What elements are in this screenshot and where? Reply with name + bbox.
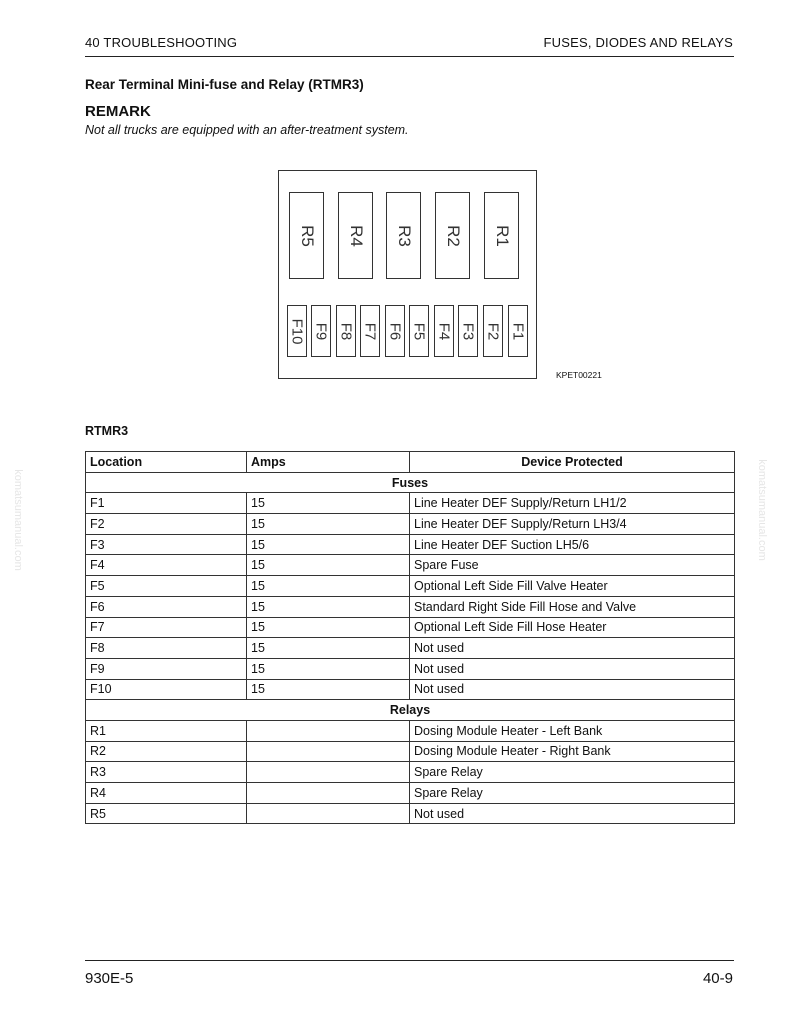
cell-device: Optional Left Side Fill Valve Heater bbox=[410, 576, 735, 597]
cell-location: F2 bbox=[86, 514, 247, 535]
cell-location: F9 bbox=[86, 658, 247, 679]
fuse-f9 bbox=[311, 305, 331, 357]
table-row bbox=[86, 741, 735, 762]
cell-device: Not used bbox=[410, 638, 735, 659]
table-row bbox=[86, 803, 735, 824]
table-row bbox=[86, 762, 735, 783]
relays-section-row bbox=[86, 700, 735, 721]
footer-model: 930E-5 bbox=[85, 970, 134, 987]
fuse-f8-label: F8 bbox=[337, 322, 355, 340]
cell-amps: 15 bbox=[247, 514, 410, 535]
cell-amps: 15 bbox=[247, 617, 410, 638]
relay-r3-label: R3 bbox=[394, 224, 414, 247]
footer-rule bbox=[85, 960, 734, 961]
cell-location: R5 bbox=[86, 803, 247, 824]
table-row bbox=[86, 679, 735, 700]
table-row bbox=[86, 638, 735, 659]
cell-device: Spare Fuse bbox=[410, 555, 735, 576]
header-amps: Amps bbox=[247, 452, 410, 473]
table-row bbox=[86, 493, 735, 514]
table-header-row bbox=[86, 452, 735, 473]
remark-text: Not all trucks are equipped with an after-treatment system. bbox=[85, 123, 409, 137]
rtmr3-diagram bbox=[278, 170, 537, 379]
cell-device: Not used bbox=[410, 658, 735, 679]
table-row bbox=[86, 514, 735, 535]
cell-amps bbox=[247, 741, 410, 762]
relay-r4-label: R4 bbox=[346, 224, 366, 247]
cell-amps: 15 bbox=[247, 555, 410, 576]
cell-device: Dosing Module Heater - Right Bank bbox=[410, 741, 735, 762]
watermark-right: komatsumanual.com bbox=[755, 459, 768, 561]
cell-device: Line Heater DEF Supply/Return LH3/4 bbox=[410, 514, 735, 535]
fuse-f2 bbox=[483, 305, 503, 357]
cell-location: F7 bbox=[86, 617, 247, 638]
cell-device: Line Heater DEF Suction LH5/6 bbox=[410, 534, 735, 555]
cell-amps bbox=[247, 762, 410, 783]
cell-amps: 15 bbox=[247, 679, 410, 700]
cell-amps bbox=[247, 783, 410, 804]
fuse-f3 bbox=[458, 305, 478, 357]
relay-r3 bbox=[386, 192, 421, 279]
cell-location: F8 bbox=[86, 638, 247, 659]
cell-device: Not used bbox=[410, 679, 735, 700]
cell-device: Optional Left Side Fill Hose Heater bbox=[410, 617, 735, 638]
cell-location: R4 bbox=[86, 783, 247, 804]
cell-location: F4 bbox=[86, 555, 247, 576]
cell-location: F1 bbox=[86, 493, 247, 514]
fuse-f7 bbox=[360, 305, 380, 357]
cell-location: F6 bbox=[86, 596, 247, 617]
relay-r5-label: R5 bbox=[297, 224, 317, 247]
table-row bbox=[86, 534, 735, 555]
fuse-f7-label: F7 bbox=[361, 322, 379, 340]
table-row bbox=[86, 596, 735, 617]
cell-device: Spare Relay bbox=[410, 783, 735, 804]
relay-r2-label: R2 bbox=[443, 224, 463, 247]
relays-section-row-label: Relays bbox=[86, 700, 735, 721]
relay-r1 bbox=[484, 192, 519, 279]
cell-location: R3 bbox=[86, 762, 247, 783]
table-row bbox=[86, 617, 735, 638]
table-row bbox=[86, 576, 735, 597]
cell-device: Not used bbox=[410, 803, 735, 824]
relay-r1-label: R1 bbox=[492, 224, 512, 247]
cell-amps: 15 bbox=[247, 576, 410, 597]
section-title: Rear Terminal Mini-fuse and Relay (RTMR3) bbox=[85, 77, 364, 92]
fuses-section-row-label: Fuses bbox=[86, 472, 735, 493]
figure-id: KPET00221 bbox=[556, 370, 602, 380]
cell-amps bbox=[247, 803, 410, 824]
fuse-f8 bbox=[336, 305, 356, 357]
cell-device: Line Heater DEF Supply/Return LH1/2 bbox=[410, 493, 735, 514]
header-chapter: 40 TROUBLESHOOTING bbox=[85, 35, 238, 50]
cell-amps: 15 bbox=[247, 596, 410, 617]
cell-location: F3 bbox=[86, 534, 247, 555]
relay-r4 bbox=[338, 192, 373, 279]
fuse-f1 bbox=[508, 305, 528, 357]
relay-r2 bbox=[435, 192, 470, 279]
fuse-f5 bbox=[409, 305, 429, 357]
fuse-f2-label: F2 bbox=[484, 322, 502, 340]
table-title: RTMR3 bbox=[85, 424, 129, 438]
cell-amps: 15 bbox=[247, 493, 410, 514]
header-location: Location bbox=[86, 452, 247, 473]
table-row bbox=[86, 555, 735, 576]
header-section: FUSES, DIODES AND RELAYS bbox=[543, 35, 733, 50]
cell-device: Standard Right Side Fill Hose and Valve bbox=[410, 596, 735, 617]
fuse-f4 bbox=[434, 305, 454, 357]
fuse-f10 bbox=[287, 305, 307, 357]
cell-amps: 15 bbox=[247, 534, 410, 555]
relay-r5 bbox=[289, 192, 324, 279]
header-device-protected: Device Protected bbox=[410, 452, 735, 473]
fuse-f5-label: F5 bbox=[410, 322, 428, 340]
table-body bbox=[86, 472, 735, 824]
fuse-f9-label: F9 bbox=[312, 322, 330, 340]
cell-amps: 15 bbox=[247, 638, 410, 659]
footer-page-number: 40-9 bbox=[702, 970, 733, 987]
watermark-left: komatsumanual.com bbox=[11, 469, 24, 571]
cell-amps: 15 bbox=[247, 658, 410, 679]
cell-location: R2 bbox=[86, 741, 247, 762]
cell-device: Spare Relay bbox=[410, 762, 735, 783]
table-row bbox=[86, 720, 735, 741]
header-rule bbox=[85, 56, 734, 57]
fuse-f10-label: F10 bbox=[288, 318, 306, 344]
cell-device: Dosing Module Heater - Left Bank bbox=[410, 720, 735, 741]
table-row bbox=[86, 658, 735, 679]
fuse-f1-label: F1 bbox=[509, 322, 527, 340]
fuse-f6-label: F6 bbox=[386, 322, 404, 340]
cell-location: F5 bbox=[86, 576, 247, 597]
fuse-f4-label: F4 bbox=[435, 322, 453, 340]
fuse-f6 bbox=[385, 305, 405, 357]
rtmr3-table bbox=[85, 451, 735, 824]
fuses-section-row bbox=[86, 472, 735, 493]
table-row bbox=[86, 783, 735, 804]
cell-amps bbox=[247, 720, 410, 741]
fuse-f3-label: F3 bbox=[459, 322, 477, 340]
remark-label: REMARK bbox=[85, 103, 151, 120]
cell-location: R1 bbox=[86, 720, 247, 741]
cell-location: F10 bbox=[86, 679, 247, 700]
